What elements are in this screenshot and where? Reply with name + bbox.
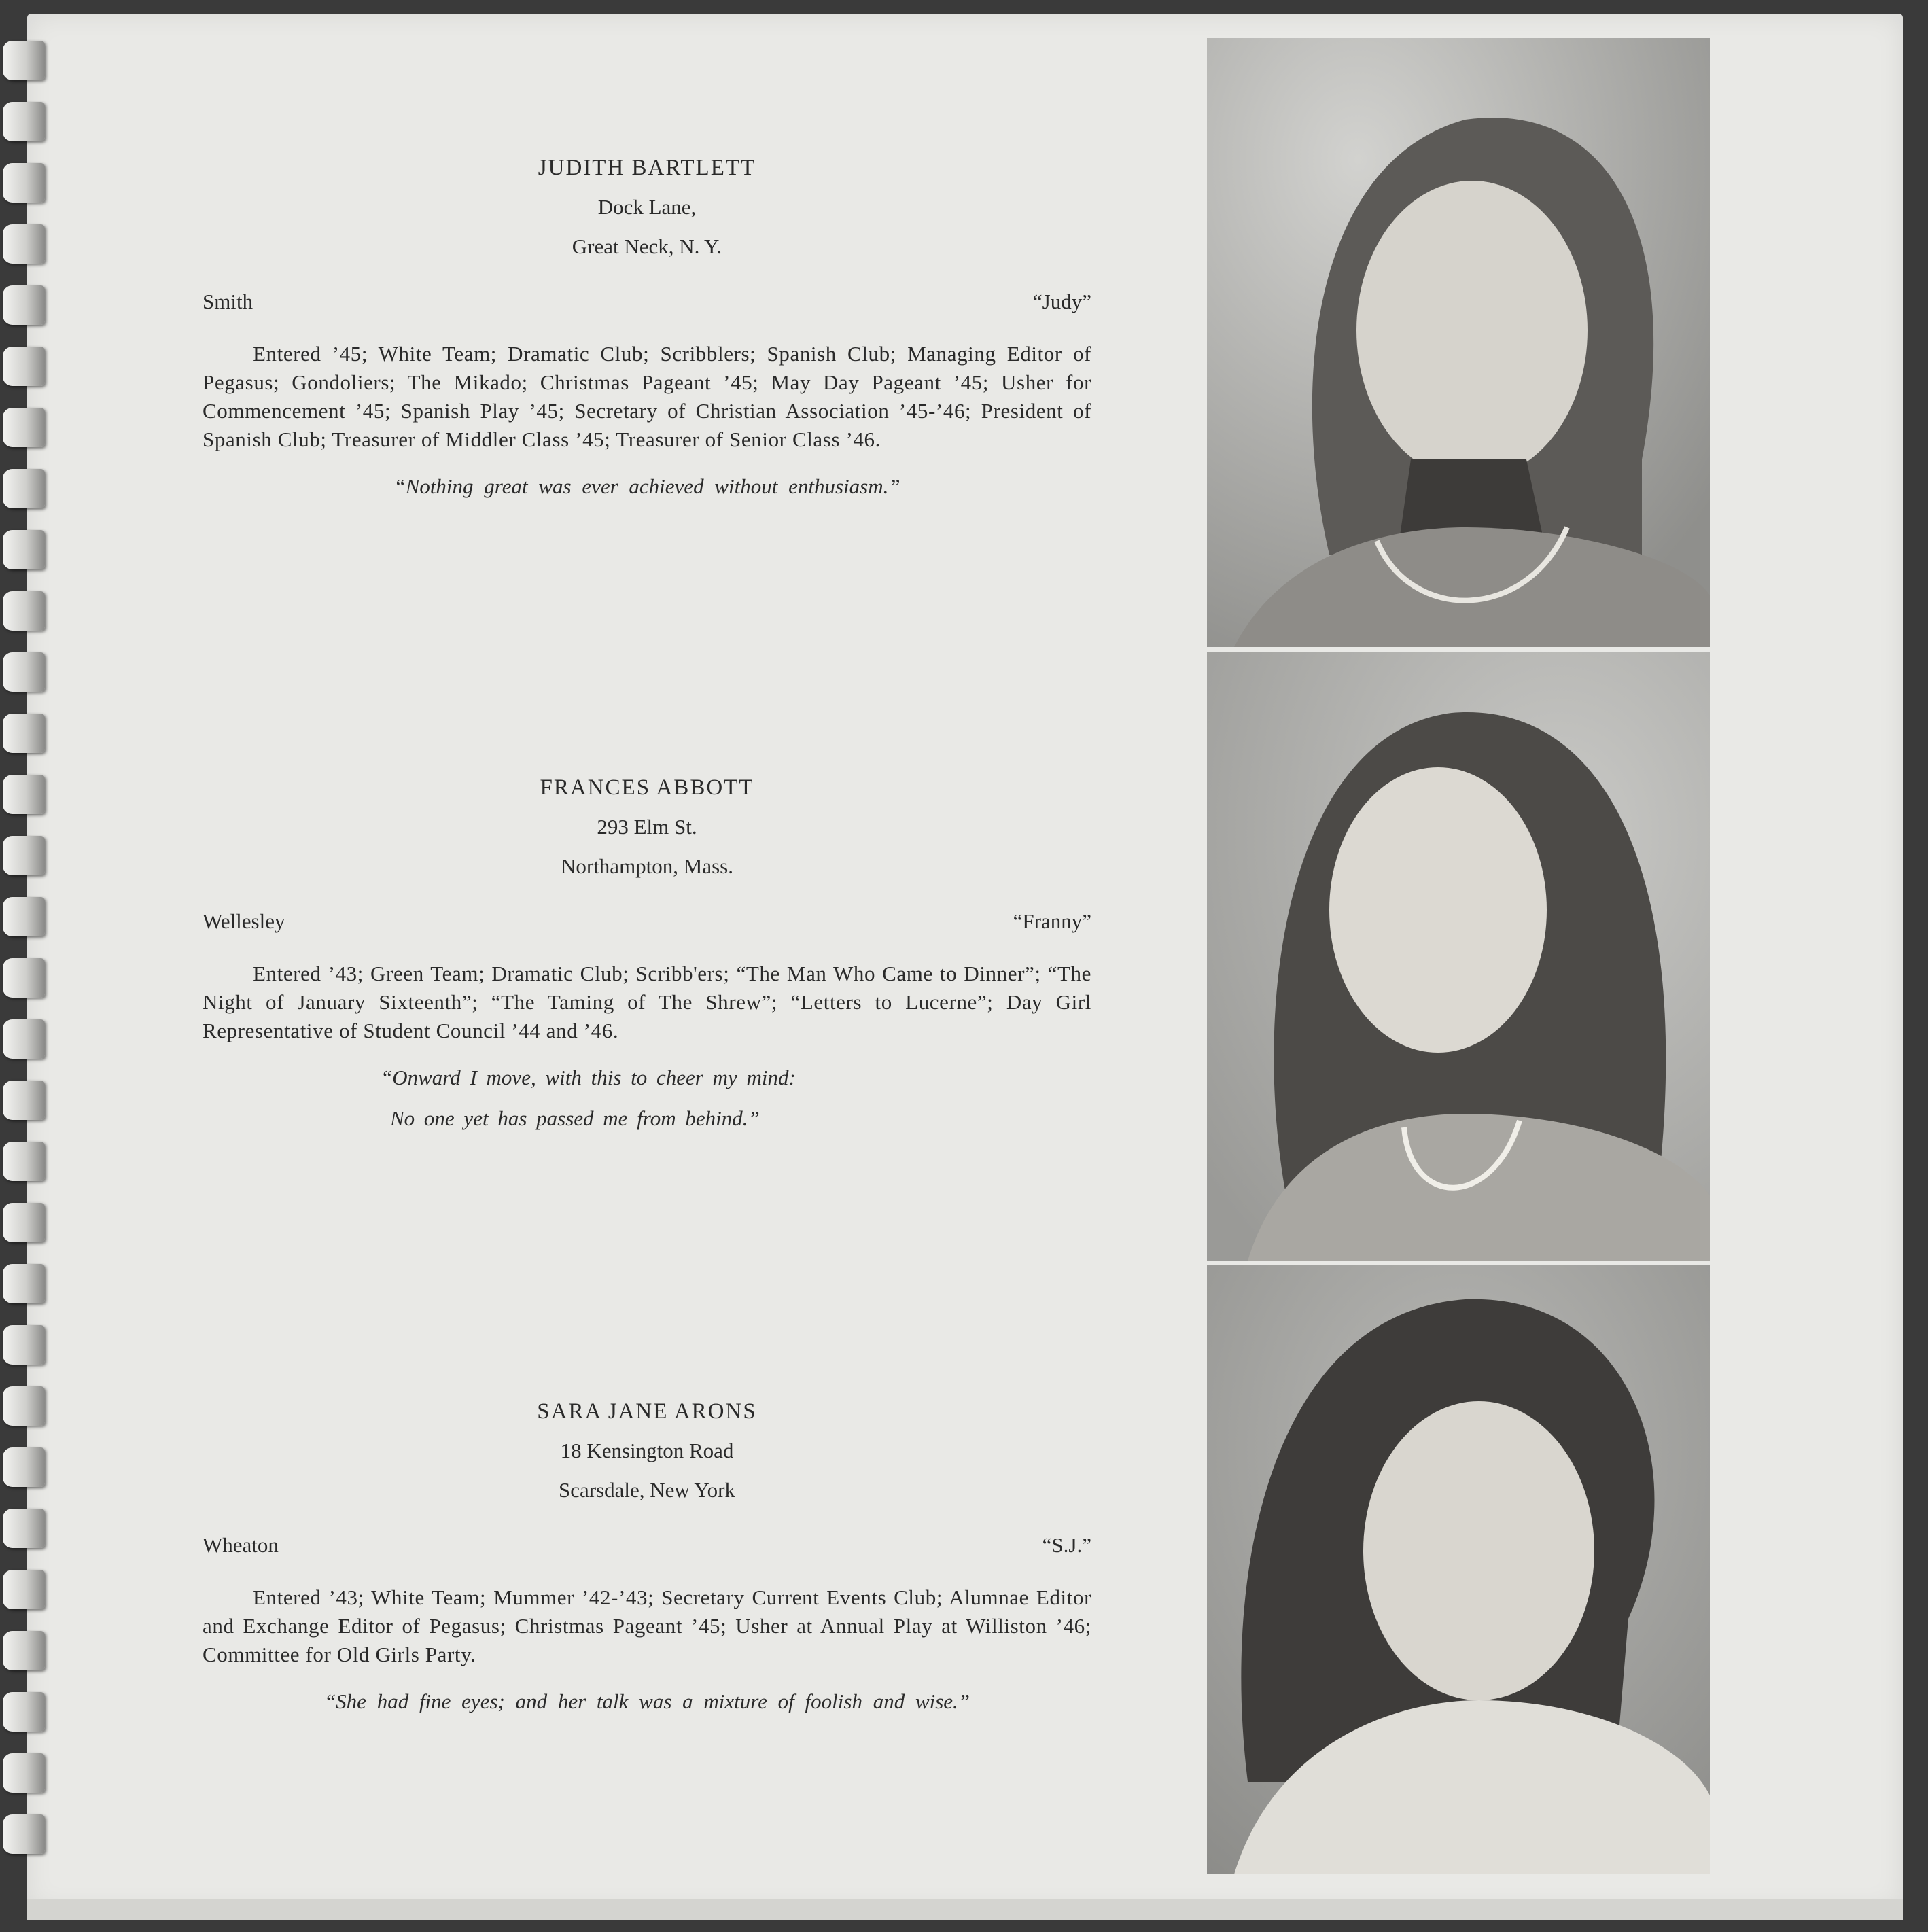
binding-ring bbox=[3, 958, 45, 998]
activities-text: Entered ’43; White Team; Mummer ’42-’43; Secretary Current Events Club; Alumnae Editor and Exchange Editor of Pegasus; Christmas Pageant ’45; Usher at Annual Play at Williston ’46; Committee for Old Girls Party. bbox=[203, 1585, 1091, 1666]
binding-ring bbox=[3, 1447, 45, 1487]
binding-ring bbox=[3, 1753, 45, 1793]
spiral-binding bbox=[0, 41, 54, 1889]
college-nickname-row bbox=[203, 281, 1091, 322]
binding-ring bbox=[3, 1264, 45, 1303]
address-line: Scarsdale, New York bbox=[558, 1478, 736, 1502]
binding-ring bbox=[3, 224, 45, 264]
nickname: “Franny” bbox=[1013, 909, 1091, 933]
student-name: SARA JANE ARONS bbox=[537, 1399, 757, 1424]
quote: “Nothing great was ever achieved without enthusiasm.” bbox=[393, 474, 900, 498]
binding-ring bbox=[3, 530, 45, 569]
student-name: FRANCES ABBOTT bbox=[540, 775, 754, 800]
binding-ring bbox=[3, 469, 45, 508]
activities-text: Entered ’45; White Team; Dramatic Club; Scribblers; Spanish Club; Managing Editor of Pegasus; Gondoliers; The Mikado; Christmas Pageant ’45; May Day Pageant ’45; Usher for Commencement ’45; Spanish Play ’45; Secretary of Christian Association ’45-’46; President of Spanish Club; Treasurer of Middler Class ’45; Treasurer of Senior Class ’46. bbox=[203, 342, 1091, 451]
nickname: “S.J.” bbox=[1042, 1533, 1091, 1557]
portrait-photo bbox=[1207, 1265, 1710, 1874]
college: Wellesley bbox=[203, 909, 285, 933]
binding-ring bbox=[3, 41, 45, 80]
binding-ring bbox=[3, 102, 45, 141]
nickname: “Judy” bbox=[1032, 289, 1091, 313]
binding-ring bbox=[3, 163, 45, 203]
binding-ring bbox=[3, 897, 45, 936]
binding-ring bbox=[3, 775, 45, 814]
binding-ring bbox=[3, 1325, 45, 1365]
binding-ring bbox=[3, 1203, 45, 1242]
address-line: Northampton, Mass. bbox=[560, 854, 733, 878]
address-line: Great Neck, N. Y. bbox=[572, 234, 722, 258]
quote-line: “Onward I move, with this to cheer my mind: bbox=[381, 1066, 796, 1089]
binding-ring bbox=[3, 1631, 45, 1670]
portrait-photo bbox=[1207, 38, 1710, 647]
senior-entry bbox=[203, 148, 1091, 507]
binding-ring bbox=[3, 1814, 45, 1854]
activities-text: Entered ’43; Green Team; Dramatic Club; Scribb'ers; “The Man Who Came to Dinner”; “The Night of January Sixteenth”; “The Taming of The Shrew”; “Letters to Lucerne”; Day Girl Representative of Student Council ’44 and ’46. bbox=[203, 962, 1091, 1042]
binding-ring bbox=[3, 1386, 45, 1426]
quote: “She had fine eyes; and her talk was a mixture of foolish and wise.” bbox=[323, 1689, 970, 1713]
binding-ring bbox=[3, 1142, 45, 1181]
binding-ring bbox=[3, 1570, 45, 1609]
binding-ring bbox=[3, 347, 45, 386]
portrait-column bbox=[1207, 38, 1710, 1875]
binding-ring bbox=[3, 285, 45, 325]
binding-ring bbox=[3, 836, 45, 875]
binding-ring bbox=[3, 1509, 45, 1548]
college: Smith bbox=[203, 289, 253, 313]
binding-ring bbox=[3, 652, 45, 692]
portrait-photo bbox=[1207, 652, 1710, 1261]
binding-ring bbox=[3, 714, 45, 753]
college-nickname-row bbox=[203, 901, 1091, 942]
senior-entry bbox=[203, 1392, 1091, 1722]
senior-entry bbox=[203, 768, 1091, 1139]
college-nickname-row bbox=[203, 1525, 1091, 1566]
college: Wheaton bbox=[203, 1533, 279, 1557]
quote-line: No one yet has passed me from behind.” bbox=[390, 1106, 760, 1130]
binding-ring bbox=[3, 1081, 45, 1120]
binding-ring bbox=[3, 1692, 45, 1732]
address-line: 293 Elm St. bbox=[597, 815, 697, 839]
quote bbox=[203, 1057, 1091, 1139]
binding-ring bbox=[3, 1019, 45, 1059]
page-edge bbox=[27, 1899, 1903, 1920]
student-name: JUDITH BARTLETT bbox=[538, 156, 756, 180]
binding-ring bbox=[3, 591, 45, 631]
address-line: 18 Kensington Road bbox=[560, 1439, 734, 1462]
binding-ring bbox=[3, 408, 45, 447]
address-line: Dock Lane, bbox=[597, 195, 697, 219]
